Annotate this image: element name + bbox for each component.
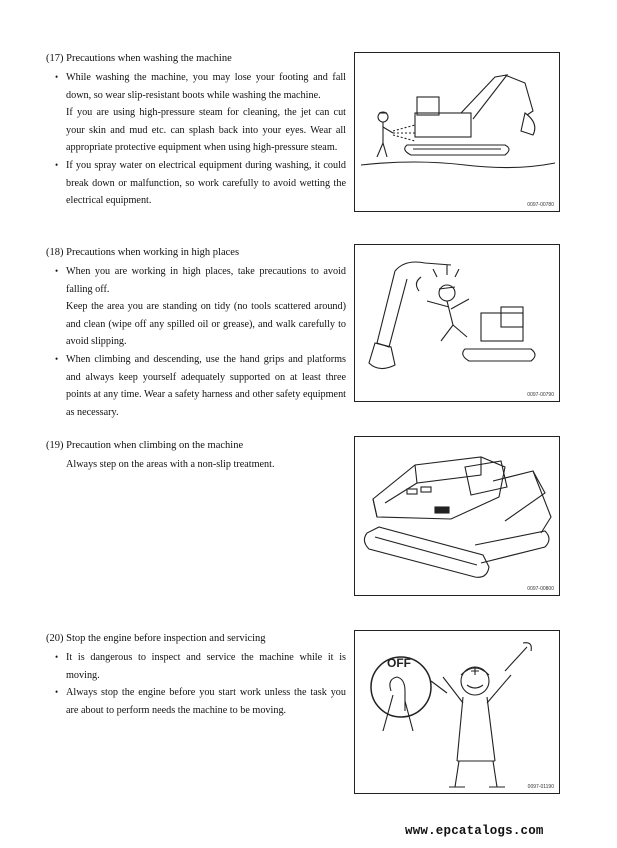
falling-worker-illustration (355, 245, 561, 403)
section-20 (46, 632, 346, 719)
section-title: (19) Precaution when climbing on the machine (46, 440, 244, 451)
figure-stop-engine (354, 630, 560, 794)
bullet-icon: • (55, 159, 59, 170)
figure-high-places (354, 244, 560, 402)
section-19 (46, 439, 346, 474)
figure-climbing-machine (354, 436, 560, 596)
paragraph: Keep the area you are standing on tidy (no tools scattered around) and clean (wipe off any spilled oil or grease), and walk carefully to avoid slipping. (66, 301, 346, 348)
bullet-item (46, 263, 346, 351)
section-title: (17) Precautions when washing the machine (46, 53, 232, 64)
bullet-item (46, 351, 346, 421)
excavator-non-slip-illustration (355, 437, 561, 597)
washing-excavator-illustration (355, 53, 561, 213)
bullet-icon: • (55, 72, 59, 82)
text-item (46, 456, 346, 474)
section-17 (46, 52, 346, 210)
paragraph: Always step on the areas with a non-slip treatment. (66, 459, 275, 470)
section-title: (18) Precautions when working in high places (46, 247, 240, 258)
bullet-item (46, 157, 346, 210)
paragraph: Always stop the engine before you start work unless the task you are about to perform needs the machine to be moving. (66, 687, 346, 716)
bullet-icon: • (55, 266, 59, 276)
paragraph: When you are working in high places, take precautions to avoid falling off. (66, 266, 346, 295)
paragraph: When climbing and descending, use the hand grips and platforms and always keep yourself adequately supported on at least three points at any time. Wear a safety harness and other safety equipment as necessary. (66, 353, 346, 418)
section-18 (46, 246, 346, 421)
figure-code: 0097-00790 (527, 392, 554, 398)
stop-engine-illustration (355, 631, 561, 795)
off-label: OFF (387, 656, 411, 670)
section-title: (20) Stop the engine before inspection and servicing (46, 633, 266, 644)
paragraph: If you spray water on electrical equipment during washing, it could break down or malfunction, so work carefully to avoid wetting the electrical equipment. (66, 159, 346, 207)
paragraph: While washing the machine, you may lose your footing and fall down, so wear slip-resistant boots while washing the machine. (66, 72, 346, 101)
footer-url[interactable]: www.epcatalogs.com (405, 824, 544, 838)
paragraph: If you are using high-pressure steam for cleaning, the jet can cut your skin and mud etc. can splash back into your eyes. Wear all appropriate protective equipment when using high-pressure steam. (66, 107, 346, 154)
figure-washing-machine (354, 52, 560, 212)
bullet-icon: • (55, 687, 59, 698)
bullet-icon: • (55, 652, 59, 662)
bullet-item (46, 69, 346, 157)
figure-code: 0097-00780 (527, 202, 554, 208)
bullet-item (46, 649, 346, 684)
paragraph: It is dangerous to inspect and service the machine while it is moving. (66, 652, 346, 681)
figure-code: 0097-01190 (527, 784, 554, 790)
bullet-item (46, 684, 346, 719)
figure-code: 0097-00800 (527, 586, 554, 592)
bullet-icon: • (55, 353, 59, 364)
